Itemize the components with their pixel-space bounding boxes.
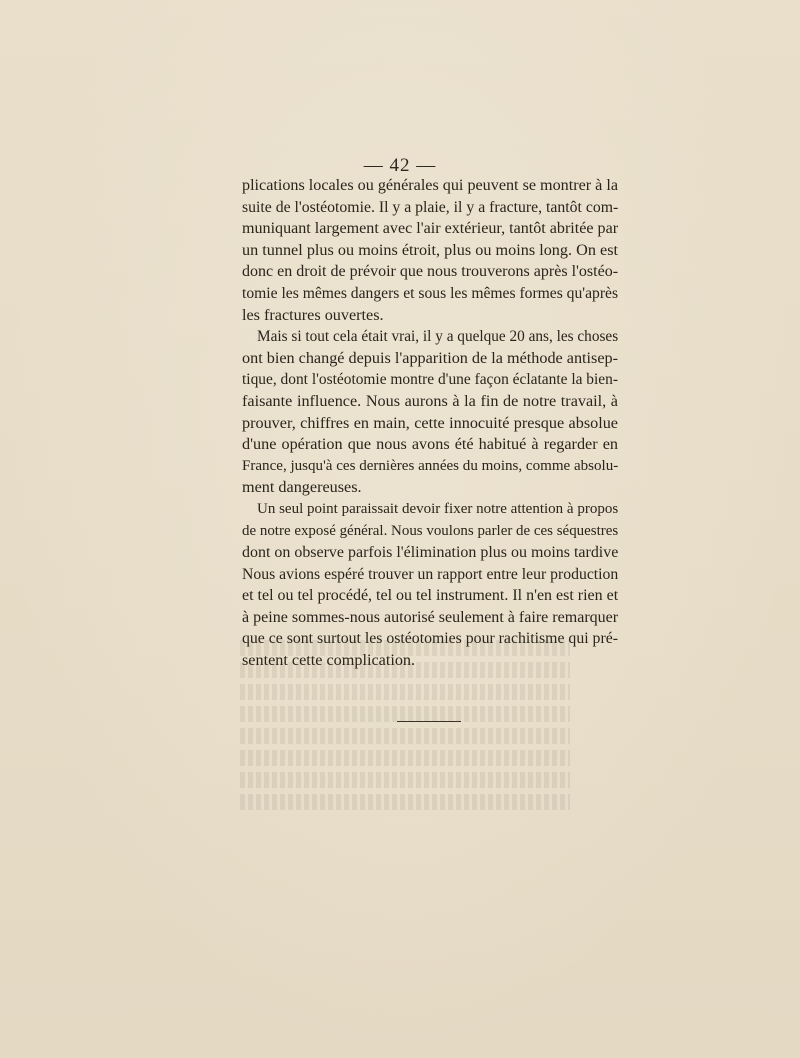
text-line: plications locales ou générales qui peuvent se montrer à la (242, 177, 619, 194)
text-line: prouver, chiffres en main, cette innocuité presque absolue (242, 413, 618, 432)
text-line: un tunnel plus ou moins étroit, plus ou moins long. On est (242, 240, 618, 259)
text-line: donc en droit de prévoir que nous trouverons après l'ostéo- (242, 263, 619, 281)
text-line: Nous avions espéré trouver un rapport entre leur production (242, 565, 619, 583)
text-line: France, jusqu'à ces dernières années du moins, comme absolu- (242, 457, 619, 474)
page-number: — 42 — (363, 155, 437, 176)
text-line: tique, dont l'ostéotomie montre d'une façon éclatante la bien- (242, 371, 618, 389)
section-divider-rule (397, 721, 461, 722)
paragraph-2 (242, 326, 618, 499)
text-line: ment dangereuses. (242, 478, 362, 497)
text-line: muniquant largement avec l'air extérieur, tantôt abritée par (242, 220, 619, 238)
paragraph-3 (242, 499, 618, 672)
text-line: et tel ou tel procédé, tel ou tel instrument. Il n'en est rien et (242, 587, 619, 605)
text-line: d'une opération que nous avons été habitué à regarder en (242, 435, 618, 454)
text-line: suite de l'ostéotomie. Il y a plaie, il y a fracture, tantôt com- (242, 198, 619, 216)
text-line: ont bien changé depuis l'apparition de la méthode antisep- (242, 348, 619, 367)
text-line: Un seul point paraissait devoir fixer notre attention à propos (257, 500, 619, 517)
paragraph-1 (242, 175, 618, 326)
text-line: sentent cette complication. (242, 651, 416, 670)
body-text (242, 175, 618, 672)
text-line: les fractures ouvertes. (242, 305, 384, 324)
text-line: de notre exposé général. Nous voulons parler de ces séquestres (242, 522, 619, 539)
text-line: tomie les mêmes dangers et sous les mêmes formes qu'après (242, 284, 619, 302)
text-line: Mais si tout cela était vrai, il y a quelque 20 ans, les choses (257, 328, 619, 346)
text-line: à peine sommes-nous autorisé seulement à faire remarquer (242, 608, 619, 626)
text-line: dont on observe parfois l'élimination plus ou moins tardive (242, 544, 619, 562)
text-line: que ce sont surtout les ostéotomies pour rachitisme qui pré- (242, 630, 618, 648)
text-line: faisante influence. Nous aurons à la fin de notre travail, à (242, 391, 618, 410)
